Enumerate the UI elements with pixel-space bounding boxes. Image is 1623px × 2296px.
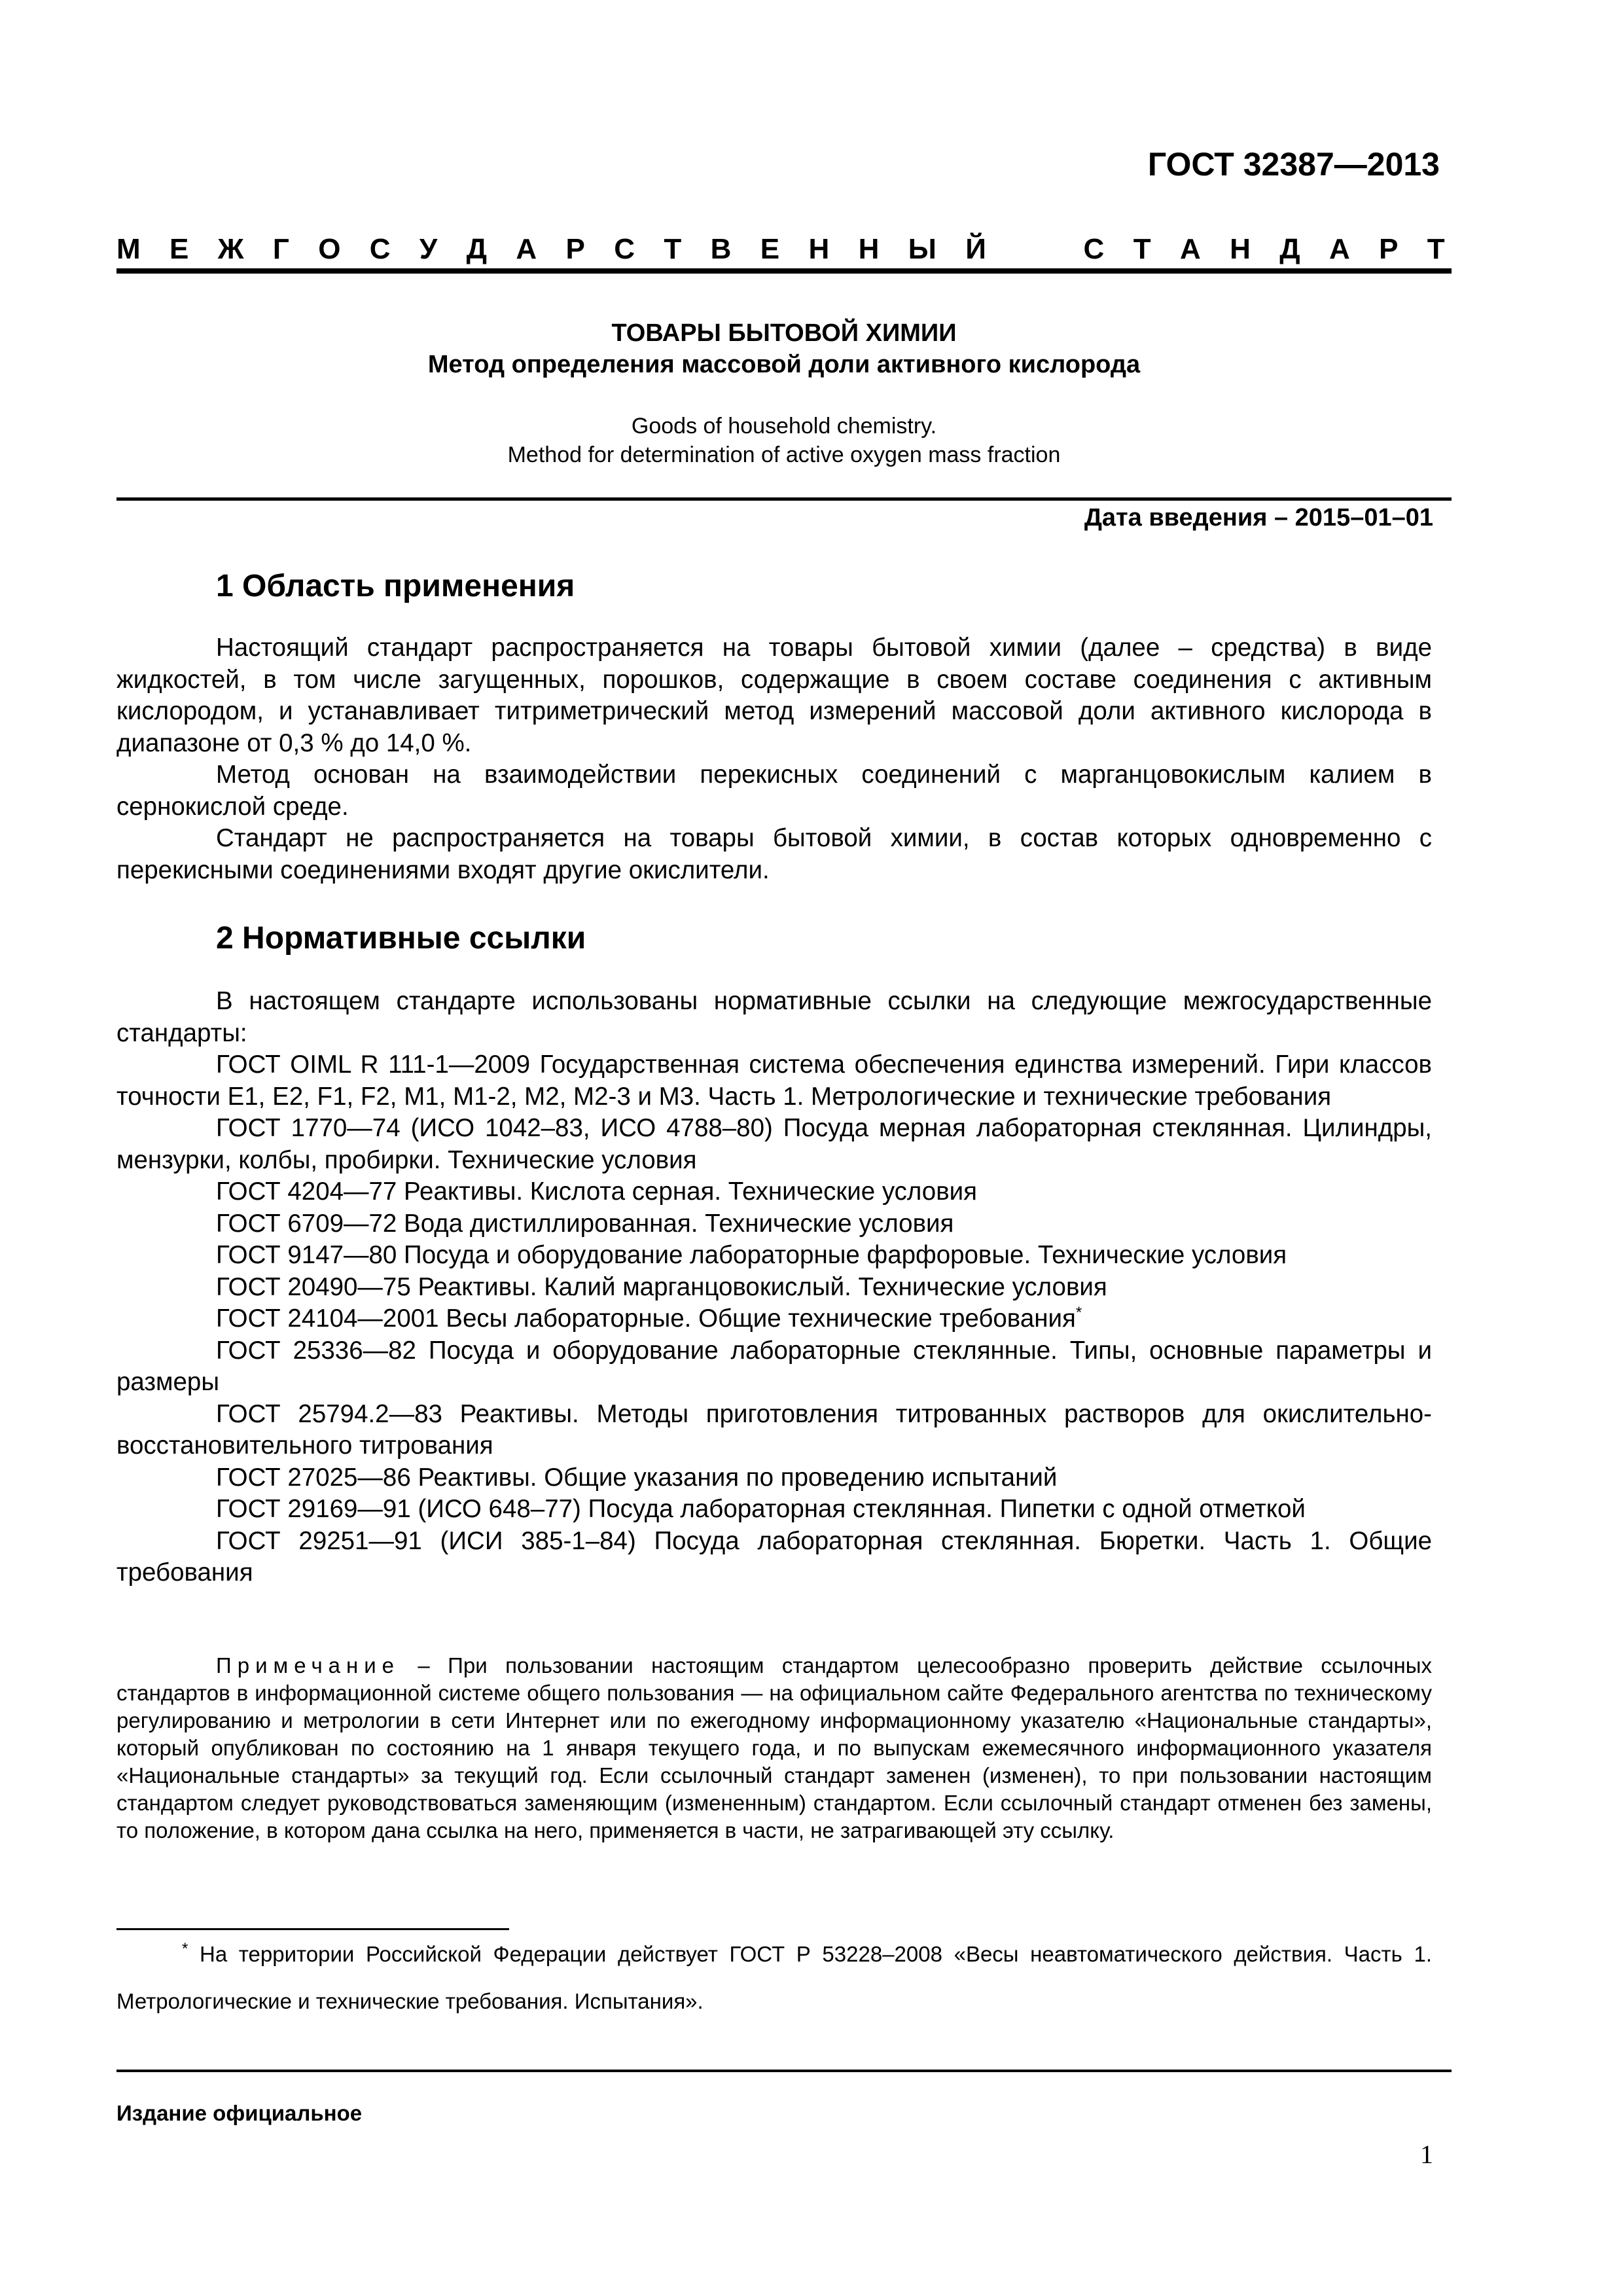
footnote-mark: *: [182, 1940, 188, 1958]
banner-letter: М: [116, 233, 141, 265]
banner-letter: Ы: [908, 233, 936, 265]
banner-letter: Р: [565, 233, 585, 265]
banner-letter: В: [710, 233, 732, 265]
banner-letter: Е: [760, 233, 780, 265]
footnote-text: На территории Российской Федерации действует ГОСТ Р 53228–2008 «Весы неавтоматического действия. Часть 1. Метрологические и технические требования. Испытания».: [116, 1942, 1432, 2013]
banner-letter: Т: [1133, 233, 1151, 265]
reference-item: ГОСТ 29251—91 (ИСИ 385-1–84) Посуда лабораторная стеклянная. Бюретки. Часть 1. Общие требования: [116, 1526, 1432, 1587]
footnote-marker: *: [1075, 1304, 1082, 1322]
banner-letter: Т: [664, 233, 682, 265]
banner-letter: Н: [858, 233, 880, 265]
edition-label: Издание официальное: [116, 2101, 363, 2125]
paragraph: Метод основан на взаимодействии перекисных соединений с марганцовокислым калием в сернокислой среде.: [116, 761, 1432, 821]
banner-letter: У: [419, 233, 438, 265]
footnote-paragraph: [116, 1931, 1432, 2025]
banner-letter: С: [369, 233, 391, 265]
reference-item: ГОСТ 25794.2—83 Реактивы. Методы приготовления титрованных растворов для окислительно-восстановительного титрования: [116, 1399, 1432, 1460]
reference-item: ГОСТ 6709—72 Вода дистиллированная. Технические условия: [216, 1209, 954, 1238]
note-text: – При пользовании настоящим стандартом целесообразно проверить действие ссылочных стандартов в информационной системе общего пользования — на официальном сайте Федерального агентства по техническому регулированию и метрологии в сети Интернет или по ежегодному информационному указателю «Национальные стандарты», который опубликован по состоянию на 1 января текущего года, и по выпускам ежемесячного информационного указателя «Национальные стандарты» за текущий год. Если ссылочный стандарт заменен (изменен), то при пользовании настоящим стандартом следует руководствоваться заменяющим (измененным) стандартом. Если ссылочный стандарт отменен без замены, то положение, в котором дана ссылка на него, применяется в части, не затрагивающей эту ссылку.: [116, 1653, 1432, 1842]
banner-letter: Ж: [217, 233, 244, 265]
section-scope-body: [116, 632, 1432, 886]
note-block: [116, 1652, 1432, 1844]
paragraph: Стандарт не распространяется на товары бытовой химии, в состав которых одновременно с перекисными соединениями входят другие окислители.: [116, 824, 1432, 884]
reference-item: ГОСТ OIML R 111-1—2009 Государственная система обеспечения единства измерений. Гири классов точности Е1, Е2, F1, F2, М1, М1-2, М2, М2-3 и М3. Часть 1. Метрологические и технические требования: [116, 1050, 1432, 1111]
footnote-divider: [116, 1928, 509, 1930]
banner-letter: А: [1179, 233, 1201, 265]
banner-letter: Е: [169, 233, 189, 265]
introduction-date: Дата введения – 2015–01–01: [1084, 504, 1433, 531]
footer-divider: [116, 2070, 1452, 2072]
banner-letter: С: [1083, 233, 1105, 265]
banner-letter: Г: [272, 233, 289, 265]
title-english-line2: Method for determination of active oxygen mass fraction: [507, 442, 1061, 467]
header-divider: [116, 268, 1452, 274]
section-references-body: [116, 986, 1432, 1589]
title-divider: [116, 497, 1452, 501]
banner-letter: А: [1329, 233, 1350, 265]
banner-letter: Д: [466, 233, 488, 265]
subtitle-russian: Метод определения массовой доли активного кислорода: [427, 351, 1141, 378]
reference-item: ГОСТ 20490—75 Реактивы. Калий марганцовокислый. Технические условия: [216, 1272, 1107, 1301]
banner-letter: С: [614, 233, 635, 265]
footnote: [116, 1931, 1432, 2025]
reference-item: ГОСТ 9147—80 Посуда и оборудование лабораторные фарфоровые. Технические условия: [216, 1241, 1287, 1269]
banner-letter: Н: [808, 233, 830, 265]
note-paragraph: [116, 1652, 1432, 1844]
reference-item: ГОСТ 4204—77 Реактивы. Кислота серная. Технические условия: [216, 1177, 978, 1206]
page-number: 1: [1420, 2140, 1433, 2169]
title-russian: ТОВАРЫ БЫТОВОЙ ХИМИИ: [611, 319, 957, 347]
paragraph: В настоящем стандарте использованы нормативные ссылки на следующие межгосударственные стандарты:: [116, 987, 1432, 1047]
banner-letter: Р: [1379, 233, 1399, 265]
banner-letter: А: [516, 233, 537, 265]
banner-letter: Н: [1230, 233, 1251, 265]
title-english-line1: Goods of household chemistry.: [631, 414, 937, 439]
reference-item: ГОСТ 27025—86 Реактивы. Общие указания по проведению испытаний: [216, 1463, 1058, 1492]
reference-item: [116, 1303, 1432, 1335]
reference-item: ГОСТ 29169—91 (ИСО 648–77) Посуда лабораторная стеклянная. Пипетки с одной отметкой: [216, 1495, 1306, 1523]
document-number: ГОСТ 32387—2013: [1147, 146, 1440, 183]
standard-type-banner: [116, 228, 1445, 271]
paragraph: Настоящий стандарт распространяется на товары бытовой химии (далее – средства) в виде жидкостей, в том числе загущенных, порошков, содержащие в своем составе соединения с активным кислородом, и устанавливает титриметрический метод измерений массовой доли активного кислорода в диапазоне от 0,3 % до 14,0 %.: [116, 634, 1432, 757]
note-label: Примечание: [216, 1653, 401, 1677]
section-heading-scope: 1 Область применения: [216, 569, 575, 603]
banner-letter: Д: [1279, 233, 1300, 265]
reference-item: ГОСТ 25336—82 Посуда и оборудование лабораторные стеклянные. Типы, основные параметры и размеры: [116, 1336, 1432, 1396]
section-heading-references: 2 Нормативные ссылки: [216, 921, 586, 956]
reference-text: ГОСТ 24104—2001 Весы лабораторные. Общие технические требования: [216, 1304, 1076, 1333]
banner-letter: О: [318, 233, 341, 265]
banner-letter: Т: [1427, 233, 1445, 265]
reference-item: ГОСТ 1770—74 (ИСО 1042–83, ИСО 4788–80) Посуда мерная лабораторная стеклянная. Цилиндры, мензурки, колбы, пробирки. Технические условия: [116, 1114, 1432, 1174]
banner-letter: Й: [965, 233, 986, 265]
